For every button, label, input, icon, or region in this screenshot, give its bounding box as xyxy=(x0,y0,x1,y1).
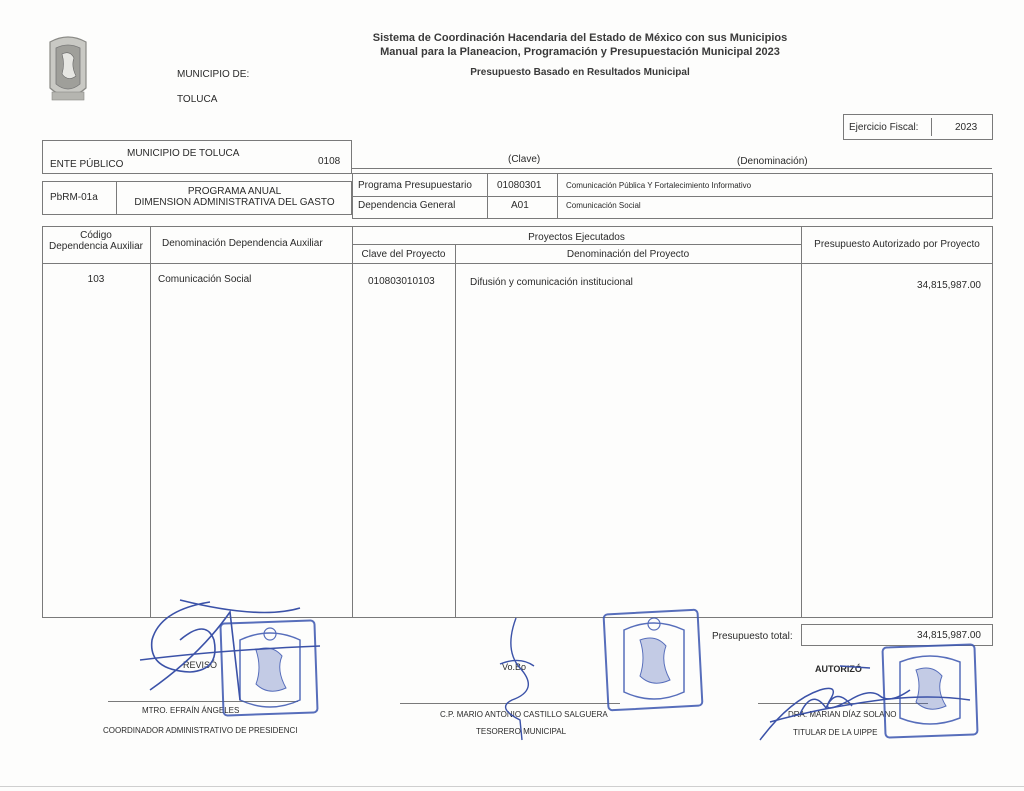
signer-role-2: TESORERO MUNICIPAL xyxy=(476,727,567,736)
municipio-label: MUNICIPIO DE: xyxy=(177,69,250,80)
ente-number: 0108 xyxy=(318,156,341,167)
total-label: Presupuesto total: xyxy=(712,631,793,642)
program-label: Programa Presupuestario xyxy=(358,180,472,191)
col-proyectos: Proyectos Ejecutados xyxy=(528,232,625,243)
signature-line-3 xyxy=(758,703,928,704)
denominacion-header: (Denominación) xyxy=(737,156,808,167)
program-clave: 01080301 xyxy=(497,180,542,191)
form-title-2: DIMENSION ADMINISTRATIVA DEL GASTO xyxy=(134,197,335,208)
header-line3: Presupuesto Basado en Resultados Municipal xyxy=(470,67,690,78)
col-codigo-1: Código xyxy=(80,230,112,241)
form-title-1: PROGRAMA ANUAL xyxy=(187,186,282,197)
col-denominacion-dep: Denominación Dependencia Auxiliar xyxy=(162,238,323,249)
row-proyecto: Difusión y comunicación institucional xyxy=(470,277,633,288)
signer-name-3: DRA. MARIAN DÍAZ SOLANO xyxy=(788,710,897,719)
reviso-label: REVISÓ xyxy=(183,660,218,670)
col-presupuesto: Presupuesto Autorizado por Proyecto xyxy=(814,239,980,250)
col-denominacion-proyecto: Denominación del Proyecto xyxy=(566,249,690,260)
fiscal-year-label: Ejercicio Fiscal: xyxy=(849,122,919,133)
dependencia-label: Dependencia General xyxy=(358,200,456,211)
signer-role-1: COORDINADOR ADMINISTRATIVO DE PRESIDENCI xyxy=(103,726,298,735)
dependencia-clave: A01 xyxy=(511,200,529,211)
official-stamp-3 xyxy=(882,644,977,737)
signature-line-1 xyxy=(108,701,298,702)
form-code: PbRM-01a xyxy=(50,192,98,203)
ente-label: ENTE PÚBLICO xyxy=(50,159,124,170)
ente-municipio: MUNICIPIO DE TOLUCA xyxy=(127,148,240,159)
signature-line-2 xyxy=(400,703,620,704)
header-line1: Sistema de Coordinación Hacendaria del Estado de México con sus Municipios xyxy=(372,32,788,44)
total-value: 34,815,987.00 xyxy=(917,630,981,641)
municipal-coat-of-arms-icon xyxy=(44,32,92,104)
official-stamp-2 xyxy=(604,610,703,711)
clave-header: (Clave) xyxy=(508,154,541,165)
vobo-label: Vo.Bo xyxy=(502,662,527,672)
col-codigo-2: Dependencia Auxiliar xyxy=(49,241,143,252)
header-line2: Manual para la Planeacion, Programación y Presupuestación Municipal 2023 xyxy=(380,46,780,58)
program-denominacion: Comunicación Pública Y Fortalecimiento Informativo xyxy=(566,181,752,190)
fiscal-year-value: 2023 xyxy=(955,122,978,133)
autorizo-label: AUTORIZÓ xyxy=(815,664,862,674)
row-clave: 010803010103 xyxy=(368,276,435,287)
signer-name-1: MTRO. EFRAÍN ÁNGELES xyxy=(142,706,240,715)
dependencia-denominacion: Comunicación Social xyxy=(566,201,641,210)
col-clave-proyecto: Clave del Proyecto xyxy=(361,249,446,260)
signature-2 xyxy=(500,618,534,740)
row-presupuesto: 34,815,987.00 xyxy=(917,280,981,291)
row-dependencia: Comunicación Social xyxy=(158,274,252,285)
signer-role-3: TITULAR DE LA UIPPE xyxy=(793,728,878,737)
row-codigo: 103 xyxy=(87,274,105,285)
signer-name-2: C.P. MARIO ANTONIO CASTILLO SALGUERA xyxy=(440,710,608,719)
municipio-value: TOLUCA xyxy=(177,94,218,105)
